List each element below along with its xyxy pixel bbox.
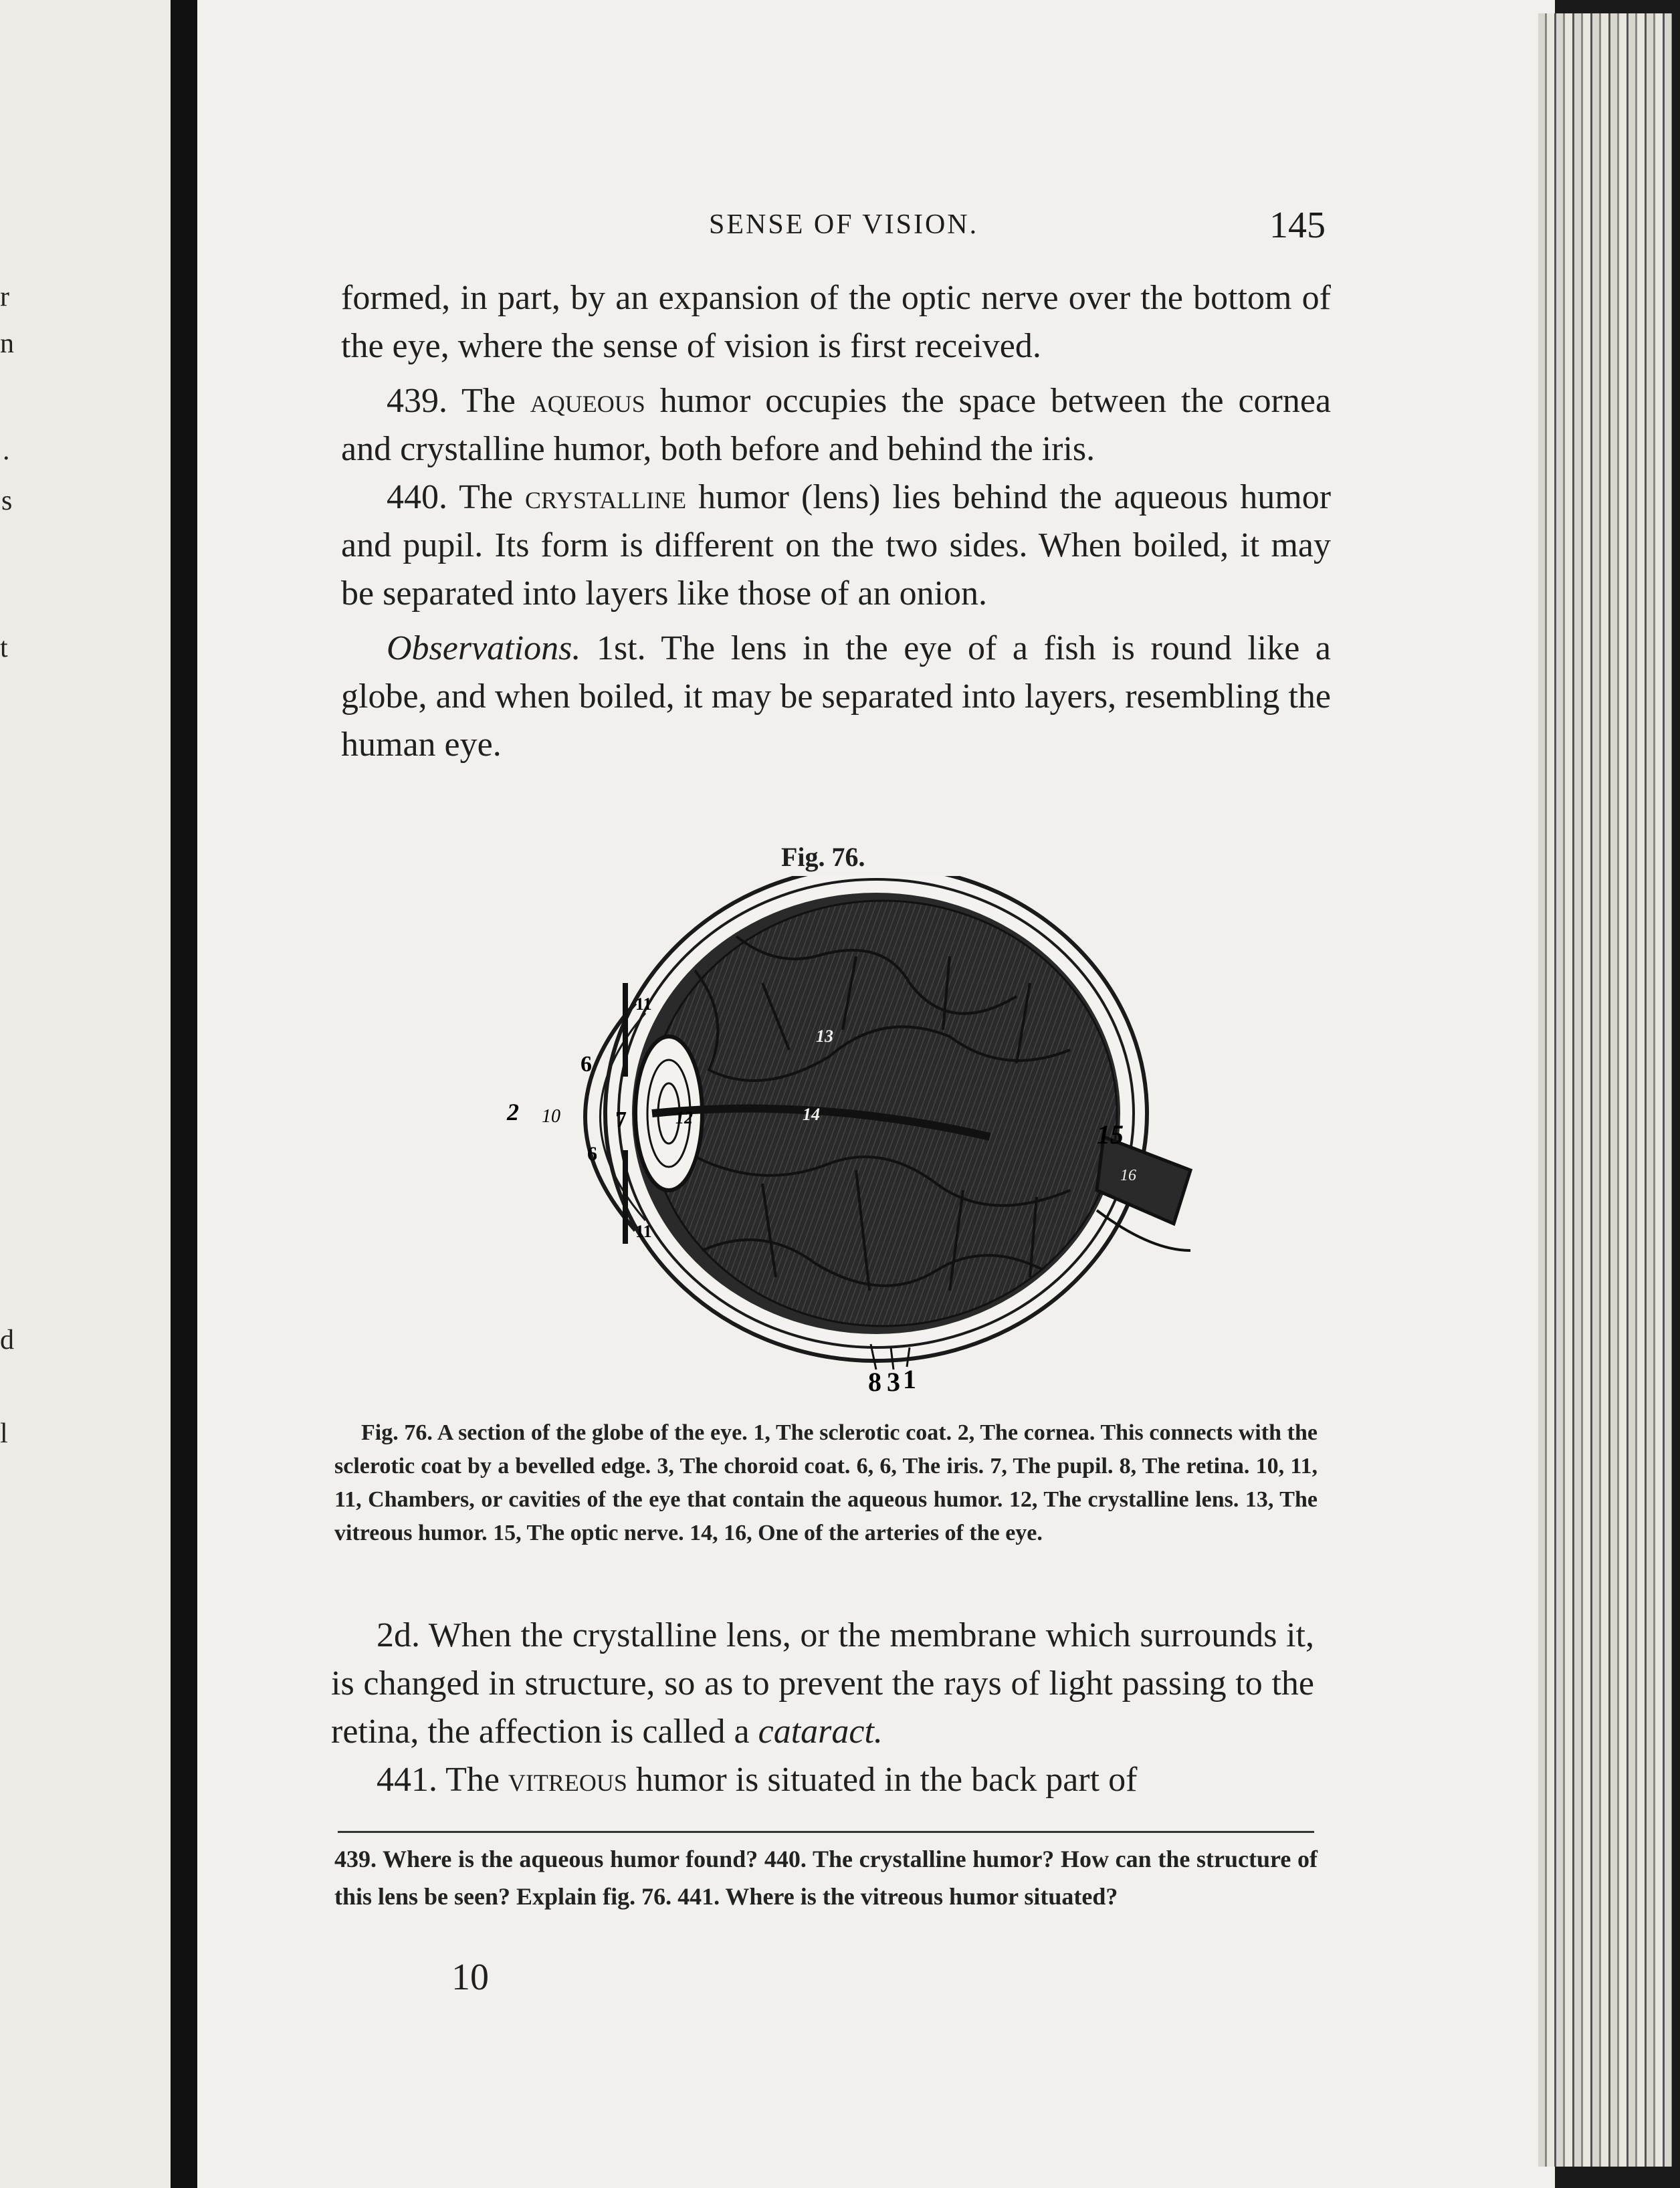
page-number: 145: [1269, 205, 1326, 246]
paragraph-text: humor is situated in the back part of: [635, 1761, 1138, 1799]
label-10: 10: [542, 1106, 560, 1127]
paragraph-text: humor (lens) lies behind the aqueous humor and pupil. Its form is different on the two sides. When boiled, it may be separated into layers like those of an onion.: [341, 478, 1332, 613]
paragraph-441: [331, 1756, 1314, 1804]
paragraph-number: 441.: [377, 1761, 437, 1799]
word: The: [445, 1761, 500, 1799]
paragraph-number: 440.: [387, 478, 447, 516]
label-16: 16: [1120, 1167, 1136, 1184]
margin-char: s: [1, 485, 13, 516]
label-11: 11: [635, 994, 652, 1014]
questions-text: 439. Where is the aqueous humor found? 440. The crystalline humor? How can the structure of this lens be seen? Explain fig. 76. 441. Where is the vitreous humor situated?: [334, 1846, 1318, 1910]
term-vitreous: vitreous: [508, 1761, 627, 1799]
margin-char: t: [0, 633, 8, 663]
paragraph-2d: [331, 1612, 1314, 1756]
body-text-bottom: [331, 1612, 1314, 1804]
eye-cross-section-figure: [482, 876, 1204, 1398]
review-questions: [334, 1840, 1318, 1915]
term-aqueous: aqueous: [530, 382, 645, 420]
label-1: 1: [903, 1364, 916, 1394]
term-crystalline: crystalline: [525, 478, 687, 516]
signature-mark: 10: [451, 1957, 489, 1998]
observations-label: Observations.: [387, 629, 581, 667]
label-12: 12: [675, 1108, 693, 1127]
paragraph-text: humor occupies the space between the cornea and crystalline humor, both before and behind the iris.: [341, 382, 1332, 468]
paragraph-440: [341, 473, 1331, 618]
paragraph-text: 1st. The lens in the eye of a fish is round like a globe, and when boiled, it may be separated into layers, resembling the human eye.: [341, 629, 1332, 764]
previous-page-edge: [0, 0, 177, 2188]
paragraph-continued: formed, in part, by an expansion of the optic nerve over the bottom of the eye, where the sense of vision is first received.: [341, 279, 1331, 365]
term-cataract: cataract.: [758, 1713, 883, 1751]
label-2: 2: [507, 1099, 519, 1125]
label-14: 14: [803, 1105, 820, 1124]
observations-paragraph: [341, 625, 1331, 769]
footnote-rule: [338, 1831, 1314, 1833]
caption-text: Fig. 76. A section of the globe of the eye. 1, The sclerotic coat. 2, The cornea. This connects with the sclerotic coat by a bevelled edge. 3, The choroid coat. 6, 6, The iris. 7, The pupil. 8, The retina. 10, 11, 11, Chambers, or cavities of the eye that contain the aqueous humor. 12, The crystalline lens. 13, The vitreous humor. 15, The optic nerve. 14, 16, One of the arteries of the eye.: [334, 1420, 1318, 1545]
word: The: [461, 382, 516, 420]
label-8: 8: [868, 1367, 881, 1397]
label-11: 11: [635, 1222, 652, 1241]
figure-title: Fig. 76.: [781, 842, 865, 872]
running-head: SENSE OF VISION.: [709, 209, 979, 240]
margin-char: r: [0, 282, 9, 312]
body-text-top: [341, 274, 1331, 769]
paragraph-439: [341, 377, 1331, 473]
paragraph-text: 2d. When the crystalline lens, or the membrane which surrounds it, is changed in structure, so as to prevent the rays of light passing to the retina, the affection is called a: [331, 1616, 1314, 1751]
label-15: 15: [1097, 1119, 1124, 1150]
word: The: [459, 478, 513, 516]
figure-caption: [334, 1416, 1318, 1550]
label-7: 7: [615, 1107, 627, 1132]
book-gutter: [171, 0, 197, 2188]
label-13: 13: [816, 1026, 833, 1046]
label-6: 6: [587, 1143, 597, 1165]
page-stack-edges: [1538, 13, 1672, 2167]
margin-char: .: [3, 435, 10, 466]
paragraph-number: 439.: [387, 382, 447, 420]
margin-char: n: [0, 328, 14, 359]
margin-char: d: [0, 1325, 14, 1355]
margin-char: l: [0, 1418, 8, 1449]
label-3: 3: [887, 1367, 900, 1397]
label-6: 6: [581, 1052, 592, 1077]
